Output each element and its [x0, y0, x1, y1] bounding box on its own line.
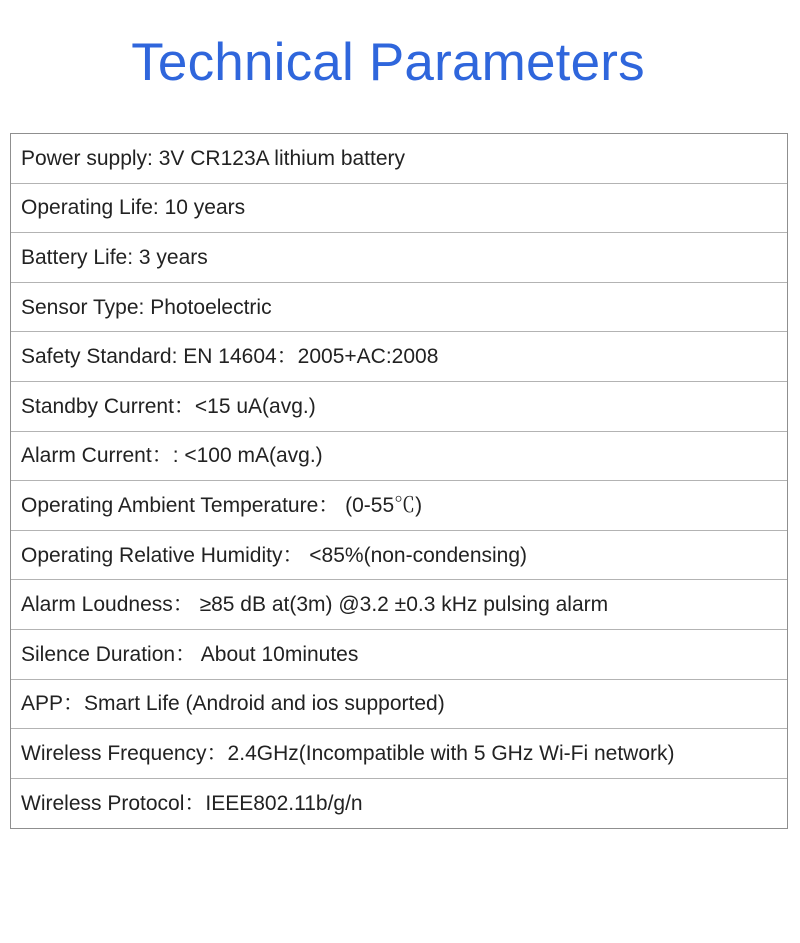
- parameters-table: [10, 133, 788, 829]
- parameter-row: [11, 432, 787, 482]
- parameter-text: Alarm Loudness： ≥85 dB at(3m) @3.2 ±0.3 kHz pulsing alarm: [21, 593, 609, 617]
- parameter-row: [11, 382, 787, 432]
- parameter-text: Battery Life: 3 years: [21, 245, 208, 269]
- parameter-row: [11, 184, 787, 234]
- parameter-text: Wireless Protocol：IEEE802.11b/g/n: [21, 792, 363, 816]
- parameter-text: Sensor Type: Photoelectric: [21, 295, 272, 319]
- parameter-row: [11, 531, 787, 581]
- parameter-row: [11, 680, 787, 730]
- parameter-text: Operating Relative Humidity： <85%(non-condensing): [21, 543, 528, 567]
- parameter-row: [11, 134, 787, 184]
- parameter-row: [11, 283, 787, 333]
- parameter-text: Operating Life: 10 years: [21, 196, 246, 220]
- parameter-text: Power supply: 3V CR123A lithium battery: [21, 146, 406, 170]
- parameter-row: [11, 481, 787, 531]
- parameter-row: [11, 332, 787, 382]
- parameter-text: Safety Standard: EN 14604：2005+AC:2008: [21, 345, 439, 369]
- parameter-text: Silence Duration： About 10minutes: [21, 642, 359, 666]
- parameter-text: APP：Smart Life (Android and ios supported): [21, 692, 445, 716]
- parameter-row: [11, 630, 787, 680]
- parameter-row: [11, 233, 787, 283]
- page-title: Technical Parameters: [131, 33, 645, 92]
- parameter-text: Alarm Current：: <100 mA(avg.): [21, 444, 323, 468]
- parameter-row: [11, 580, 787, 630]
- parameter-text: Operating Ambient Temperature： (0-55℃): [21, 493, 423, 517]
- parameter-row: [11, 729, 787, 779]
- parameter-row: [11, 779, 787, 829]
- parameter-text: Standby Current：<15 uA(avg.): [21, 394, 316, 418]
- parameter-text: Wireless Frequency：2.4GHz(Incompatible with 5 GHz Wi-Fi network): [21, 741, 675, 765]
